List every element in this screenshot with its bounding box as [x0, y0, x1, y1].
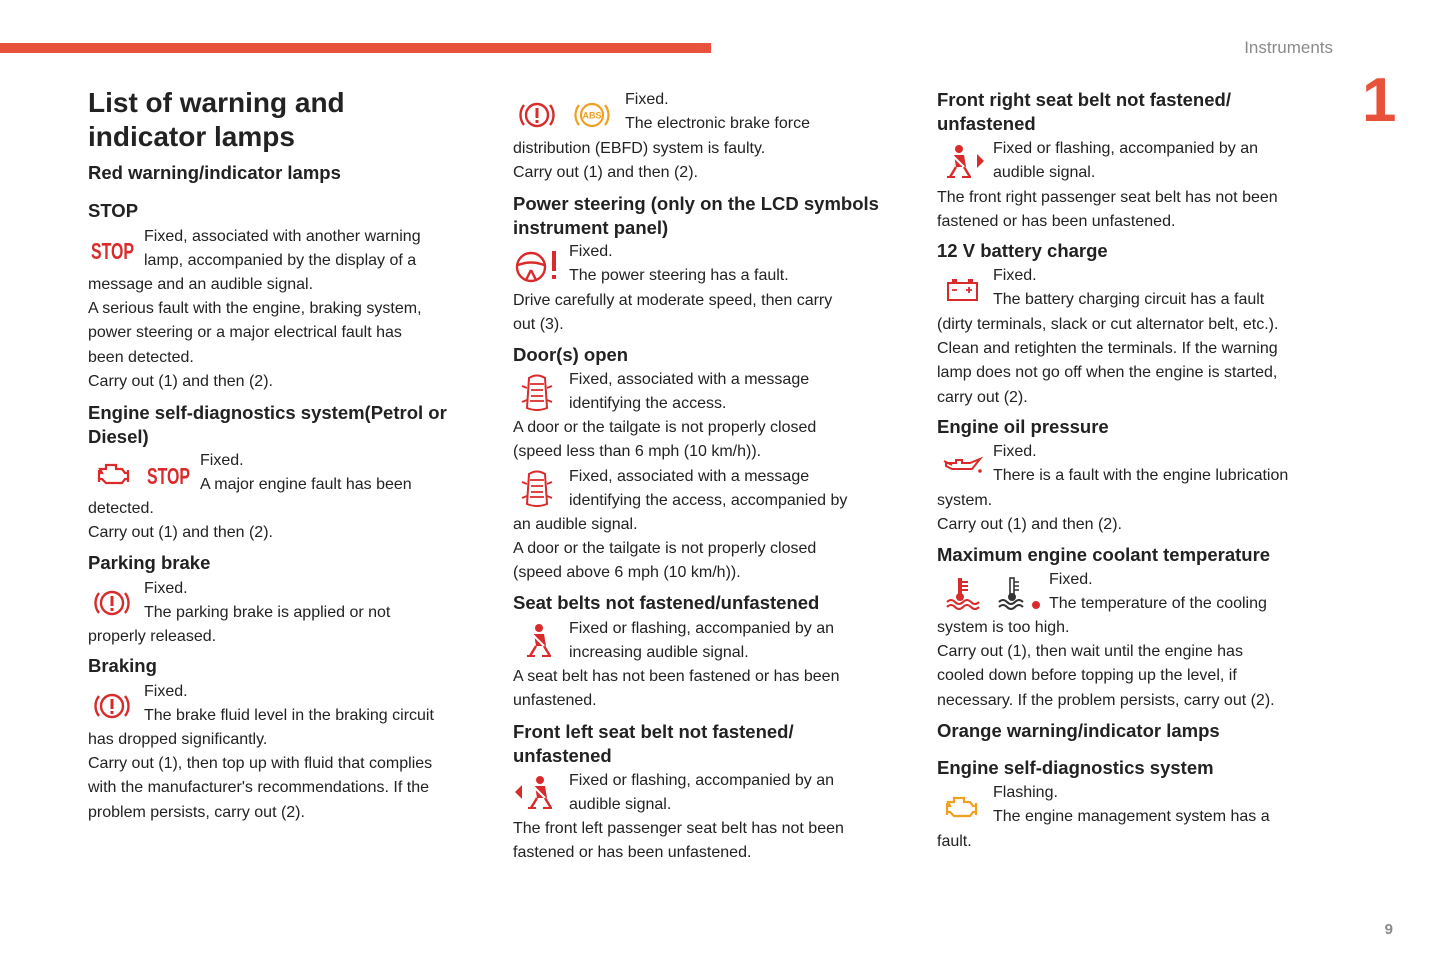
stop-text: [88, 273, 422, 394]
heading-line: unfastened: [937, 113, 1036, 135]
text-line: Fixed.: [569, 243, 613, 260]
text-line: A serious fault with the engine, braking system,: [88, 300, 422, 318]
text-line: (speed above 6 mph (10 km/h)).: [513, 564, 741, 582]
text-line: Carry out (1) and then (2).: [88, 524, 273, 542]
text-line: Fixed or flashing, accompanied by an: [993, 140, 1259, 157]
front-right-text: [937, 186, 1278, 234]
text-line: distribution (EBFD) system is faulty.: [513, 140, 766, 157]
braking-text: [88, 728, 432, 825]
text-line: Fixed.: [993, 443, 1037, 460]
text-line: The battery charging circuit has a fault: [993, 291, 1265, 309]
page-title: [88, 86, 418, 154]
engine-diag-text-indented: [200, 449, 412, 497]
doors-text-1: [513, 416, 816, 464]
text-line: Fixed, associated with a message: [569, 468, 810, 485]
coolant-temperature-icon: [996, 576, 1042, 610]
braking-text-indented: [144, 680, 434, 728]
stop-icon: [146, 461, 192, 489]
doors-text-indented-2: [569, 465, 847, 513]
brake-warning-icon: [93, 690, 131, 722]
doors-text-indented-1: [569, 368, 809, 416]
heading-power-steering: [513, 192, 879, 240]
running-head: Instruments: [1244, 38, 1333, 57]
text-line: Fixed, associated with a message: [569, 371, 810, 388]
text-line: Fixed.: [144, 683, 188, 700]
text-line: Fixed.: [993, 267, 1037, 284]
heading-oil-pressure: Engine oil pressure: [937, 416, 1109, 437]
oil-can-icon: [942, 453, 984, 477]
page-number: 9: [1384, 921, 1393, 938]
text-line: necessary. If the problem persists, carry out (2).: [937, 691, 1275, 709]
text-line: lamp does not go off when the engine is started,: [937, 364, 1278, 382]
text-line: audible signal.: [569, 796, 672, 814]
parking-text: [88, 625, 216, 649]
text-line: cooled down before topping up the level, if: [937, 667, 1237, 685]
text-line: A door or the tailgate is not properly closed: [513, 540, 817, 558]
heading-line: instrument panel): [513, 217, 669, 239]
text-line: fastened or has been unfastened.: [513, 844, 752, 862]
section-heading-orange: Orange warning/indicator lamps: [937, 720, 1220, 741]
text-line: lamp, accompanied by the display of a: [144, 252, 417, 270]
stop-text-indented: [144, 225, 421, 273]
svg-text:STOP: STOP: [147, 463, 190, 489]
text-line: Carry out (1), then wait until the engine has: [937, 643, 1243, 661]
text-line: unfastened.: [513, 692, 597, 710]
front-left-text-indented: [569, 769, 834, 817]
heading-line: Diesel): [88, 426, 149, 448]
text-line: system.: [937, 492, 993, 509]
power-steering-text-indented: [569, 240, 789, 288]
text-line: A major engine fault has been: [200, 476, 412, 494]
text-line: The front right passenger seat belt has not been: [937, 189, 1278, 206]
text-line: audible signal.: [993, 164, 1096, 182]
text-line: The parking brake is applied or not: [144, 604, 391, 622]
text-line: The power steering has a fault.: [569, 267, 789, 285]
heading-battery: 12 V battery charge: [937, 240, 1108, 261]
heading-engine-diagnostics: [88, 401, 447, 449]
svg-text:ABS: ABS: [582, 110, 602, 121]
power-steering-text: [513, 289, 832, 337]
text-line: Carry out (1) and then (2).: [937, 516, 1122, 534]
chapter-number: 1: [1362, 66, 1397, 135]
text-line: out (3).: [513, 316, 564, 334]
text-line: There is a fault with the engine lubrication: [993, 467, 1289, 485]
text-line: Drive carefully at moderate speed, then carry: [513, 292, 833, 309]
text-line: fault.: [937, 833, 972, 850]
text-line: The engine management system has a: [993, 808, 1270, 826]
text-line: The temperature of the cooling: [1049, 595, 1267, 613]
battery-text: [937, 313, 1278, 410]
text-line: Fixed or flashing, accompanied by an: [569, 620, 835, 637]
svg-text:STOP: STOP: [91, 238, 134, 264]
door-open-icon: [521, 372, 553, 414]
text-line: A door or the tailgate is not properly closed: [513, 419, 817, 436]
engine-icon: [942, 794, 980, 822]
engine-icon: [94, 461, 132, 489]
ebfd-text: [513, 137, 765, 185]
ebfd-text-indented: [625, 88, 810, 136]
text-line: The brake fluid level in the braking circuit: [144, 707, 434, 725]
doors-text-2: [513, 513, 816, 586]
heading-line: Power steering (only on the LCD symbols: [513, 193, 879, 214]
text-line: message and an audible signal.: [88, 276, 314, 293]
heading-stop: STOP: [88, 200, 139, 221]
coolant-text-indented: [1049, 568, 1267, 616]
coolant-temperature-icon: [944, 576, 980, 610]
text-line: fastened or has been unfastened.: [937, 213, 1176, 231]
text-line: The electronic brake force: [625, 115, 810, 133]
brake-warning-icon: [518, 99, 556, 131]
heading-line: Front right seat belt not fastened/: [937, 89, 1231, 110]
heading-front-right-belt: [937, 88, 1231, 136]
text-line: Clean and retighten the terminals. If the warning: [937, 340, 1278, 358]
text-line: Carry out (1) and then (2).: [513, 164, 698, 182]
text-line: A seat belt has not been fastened or has been: [513, 668, 840, 685]
text-line: an audible signal.: [513, 516, 638, 533]
oil-text-indented: [993, 440, 1288, 488]
text-line: carry out (2).: [937, 388, 1028, 406]
heading-front-left-belt: [513, 720, 794, 768]
header-accent-bar: [0, 43, 711, 53]
text-line: been detected.: [88, 348, 194, 366]
text-line: Carry out (1) and then (2).: [88, 372, 273, 390]
steering-wheel-icon: [514, 248, 560, 284]
heading-doors-open: Door(s) open: [513, 344, 629, 365]
heading-parking-brake: Parking brake: [88, 552, 211, 573]
heading-line: Engine self-diagnostics system(Petrol or: [88, 402, 447, 423]
text-line: Fixed, associated with another warning: [144, 228, 421, 245]
page-title-text: List of warning and indicator lamps: [88, 87, 345, 152]
text-line: Fixed.: [200, 452, 244, 469]
coolant-text: [937, 616, 1275, 713]
text-line: identifying the access, accompanied by: [569, 492, 848, 510]
text-line: Carry out (1), then top up with fluid that complies: [88, 755, 433, 773]
heading-braking: Braking: [88, 655, 157, 676]
heading-seat-belts: Seat belts not fastened/unfastened: [513, 592, 820, 613]
brake-warning-icon: [93, 587, 131, 619]
text-line: Fixed.: [144, 580, 188, 597]
door-open-icon: [521, 468, 553, 510]
abs-icon: [572, 99, 612, 131]
text-line: system is too high.: [937, 619, 1070, 636]
heading-line: unfastened: [513, 745, 612, 767]
section-heading-red: Red warning/indicator lamps: [88, 162, 341, 183]
front-left-seatbelt-icon: [513, 774, 555, 812]
parking-text-indented: [144, 577, 390, 625]
text-line: power steering or a major electrical fault has: [88, 324, 402, 342]
engine-orange-text: [937, 830, 972, 854]
heading-engine-diagnostics-orange: Engine self-diagnostics system: [937, 757, 1214, 778]
text-line: properly released.: [88, 628, 217, 645]
stop-icon: [90, 236, 136, 264]
engine-diag-text: [88, 497, 273, 545]
text-line: Fixed.: [625, 91, 669, 108]
text-line: (dirty terminals, slack or cut alternator belt, etc.).: [937, 316, 1279, 333]
text-line: Fixed.: [1049, 571, 1093, 588]
front-left-text: [513, 817, 844, 865]
text-line: problem persists, carry out (2).: [88, 803, 305, 821]
heading-line: Front left seat belt not fastened/: [513, 721, 794, 742]
text-line: identifying the access.: [569, 395, 727, 413]
heading-coolant: Maximum engine coolant temperature: [937, 544, 1271, 565]
text-line: has dropped significantly.: [88, 731, 268, 748]
seatbelts-text: [513, 665, 839, 713]
text-line: (speed less than 6 mph (10 km/h)).: [513, 443, 762, 461]
text-line: with the manufacturer's recommendations. If the: [88, 779, 429, 797]
seatbelts-text-indented: [569, 617, 834, 665]
engine-orange-text-indented: [993, 781, 1270, 829]
text-line: Flashing.: [993, 784, 1058, 801]
text-line: Fixed or flashing, accompanied by an: [569, 772, 835, 789]
front-right-seatbelt-icon: [945, 143, 987, 181]
text-line: increasing audible signal.: [569, 644, 749, 662]
oil-text: [937, 489, 1122, 537]
battery-text-indented: [993, 264, 1264, 312]
battery-icon: [945, 276, 981, 304]
text-line: detected.: [88, 500, 154, 517]
text-line: The front left passenger seat belt has not been: [513, 820, 844, 837]
front-right-text-indented: [993, 137, 1258, 185]
seatbelt-icon: [522, 622, 554, 660]
